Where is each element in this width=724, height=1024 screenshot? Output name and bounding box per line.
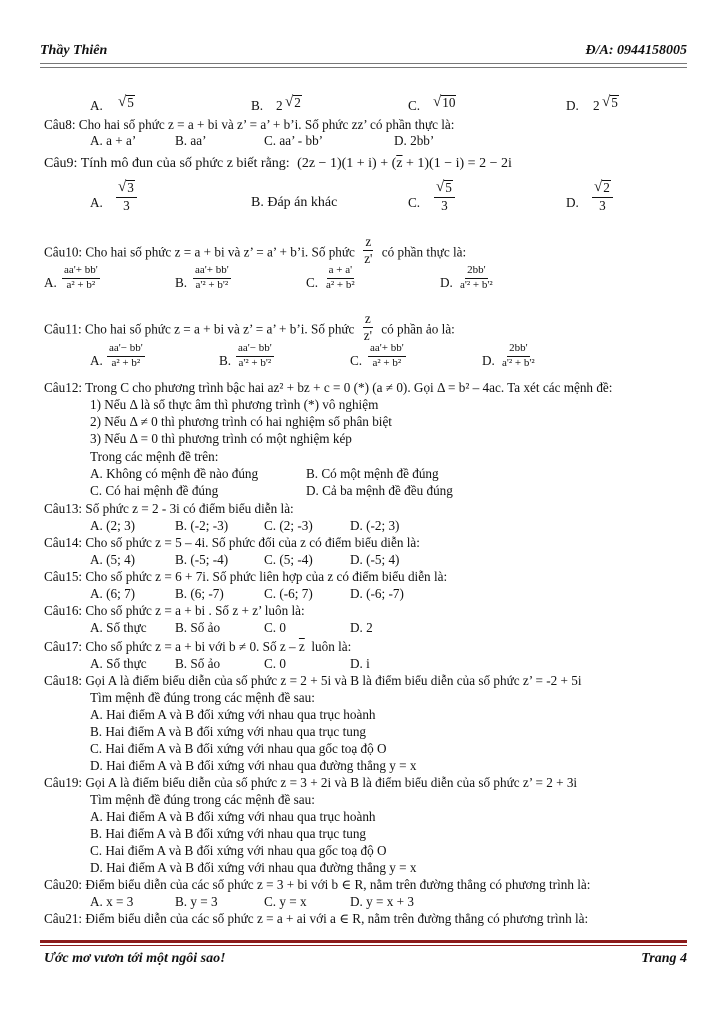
q20-option-d: D. y = x + 3 bbox=[350, 894, 414, 909]
q12-option-d: D. Cả ba mệnh đề đều đúng bbox=[306, 483, 453, 498]
option-b: B. bbox=[251, 98, 264, 113]
question-16: Câu16: Cho số phức z = a + bi . Số z + z’ luôn là: bbox=[44, 603, 305, 618]
q15-option-b: B. (6; -7) bbox=[175, 586, 224, 601]
q14-option-a: A. (5; 4) bbox=[90, 552, 136, 567]
q10-option-b: B. bbox=[175, 275, 188, 290]
q15-option-d: D. (-6; -7) bbox=[350, 586, 404, 601]
question-18: Câu18: Gọi A là điểm biểu diễn của số phức z = 2 + 5i và B là điểm biểu diễn của số phức z’ = -2 + 5i bbox=[44, 673, 582, 688]
q17-option-b: B. Số ảo bbox=[175, 656, 221, 671]
q16-option-c: C. 0 bbox=[264, 620, 286, 635]
question-13: Câu13: Số phức z = 2 - 3i có điểm biểu diễn là: bbox=[44, 501, 294, 516]
q9-option-c: C. bbox=[408, 195, 421, 210]
q12-statement-1: 1) Nếu Δ là số thực âm thì phương trình (*) vô nghiệm bbox=[90, 397, 379, 412]
q19-lead: Tìm mệnh đề đúng trong các mệnh đề sau: bbox=[90, 792, 315, 807]
q11-option-a: A. bbox=[90, 353, 103, 368]
q8-option-a: A. a + a’ bbox=[90, 133, 137, 148]
q10-frac-a: $\frac{aa'+ bb'}{\text{a² + b²}}$ bbox=[64, 264, 98, 291]
question-15: Câu15: Cho số phức z = 6 + 7i. Số phức liên hợp của z có điểm biểu diễn là: bbox=[44, 569, 448, 584]
q12-option-a: A. Không có mệnh đề nào đúng bbox=[90, 466, 259, 481]
q19-option-d: D. Hai điểm A và B đối xứng với nhau qua đường thẳng y = x bbox=[90, 860, 417, 875]
question-21: Câu21: Điểm biểu diễn của các số phức z = a + ai với a ∈ R, nằm trên đường thẳng có phương trình là: bbox=[44, 911, 589, 926]
header-contact: Đ/A: 0944158005 bbox=[585, 43, 687, 58]
q14-option-c: C. (5; -4) bbox=[264, 552, 313, 567]
q14-option-b: B. (-5; -4) bbox=[175, 552, 229, 567]
q11-option-d: D. bbox=[482, 353, 495, 368]
q9-equation: $(2z - 1)(1 + i) + (\overline{z} + 1)(1 - i) = 2 - 2i$ bbox=[297, 156, 512, 171]
q10-frac-b: $\frac{aa'+ bb'}{\text{a'² + b'²}}$ bbox=[195, 264, 229, 291]
q20-option-b: B. y = 3 bbox=[175, 894, 218, 909]
q11-option-c: C. bbox=[350, 353, 363, 368]
footer-rule-2 bbox=[40, 945, 687, 946]
footer-rule bbox=[40, 940, 687, 943]
q13-option-d: D. (-2; 3) bbox=[350, 518, 400, 533]
q13-option-b: B. (-2; -3) bbox=[175, 518, 229, 533]
q11-frac-a: $\frac{aa'- bb'}{\text{a² + b²}}$ bbox=[109, 342, 143, 369]
page-number: Trang 4 bbox=[641, 951, 687, 966]
option-a: A. bbox=[90, 98, 103, 113]
option-d: D. bbox=[566, 98, 579, 113]
question-9: Câu9: Tính mô đun của số phức z biết rằng: $(2z - 1)(1 + i) + (\overline{z} + 1)(1 - i) = 2 - 2i$ bbox=[44, 156, 512, 171]
header-author: Thầy Thiên bbox=[40, 43, 108, 58]
q11-frac-d: $\frac{2bb'}{\text{a'² + b'²}}$ bbox=[502, 342, 535, 369]
q16-option-a: A. Số thực bbox=[90, 620, 147, 635]
q17-option-d: D. i bbox=[350, 656, 370, 671]
question-8: Câu8: Cho hai số phức z = a + bi và z’ = a’ + b’i. Số phức zz’ có phần thực là: bbox=[44, 117, 455, 132]
q11-frac-c: $\frac{aa'+ bb'}{\text{a² + b²}}$ bbox=[370, 342, 404, 369]
q20-option-a: A. x = 3 bbox=[90, 894, 134, 909]
question-12: Câu12: Trong C cho phương trình bậc hai az² + bz + c = 0 (*) (a ≠ 0). Gọi Δ = b² – 4ac. Ta xét các mệnh đề: bbox=[44, 380, 613, 395]
sqrt-2: √ 2 bbox=[285, 94, 301, 110]
q16-option-b: B. Số ảo bbox=[175, 620, 221, 635]
q19-option-c: C. Hai điểm A và B đối xứng với nhau qua gốc toạ độ O bbox=[90, 843, 387, 858]
question-19: Câu19: Gọi A là điểm biểu diễn của số phức z = 3 + 2i và B là điểm biểu diễn của số phức z’ = 2 + 3i bbox=[44, 775, 578, 790]
q9-option-a: A. bbox=[90, 195, 103, 210]
option-d-coef: 2 bbox=[593, 98, 600, 113]
q10-option-d: D. bbox=[440, 275, 453, 290]
q11-option-b: B. bbox=[219, 353, 232, 368]
q13-option-c: C. (2; -3) bbox=[264, 518, 313, 533]
q10-option-c: C. bbox=[306, 275, 319, 290]
q8-option-b: B. aa’ bbox=[175, 133, 207, 148]
q9-frac-a: √ 3 3 bbox=[116, 180, 137, 212]
q18-option-d: D. Hai điểm A và B đối xứng với nhau qua đường thẳng y = x bbox=[90, 758, 417, 773]
sqrt-5b: √ 5 bbox=[602, 94, 618, 110]
q18-option-c: C. Hai điểm A và B đối xứng với nhau qua gốc toạ độ O bbox=[90, 741, 387, 756]
q18-lead: Tìm mệnh đề đúng trong các mệnh đề sau: bbox=[90, 690, 315, 705]
q10-frac-d: $\frac{2bb'}{\text{a'² + b'²}}$ bbox=[460, 264, 493, 291]
q9-frac-d: √ 2 3 bbox=[592, 180, 613, 212]
q12-statement-3: 3) Nếu Δ = 0 thì phương trình có một nghiệm kép bbox=[90, 431, 352, 446]
q9-option-d: D. bbox=[566, 195, 579, 210]
q12-option-b: B. Có một mệnh đề đúng bbox=[306, 466, 439, 481]
q15-option-c: C. (-6; 7) bbox=[264, 586, 313, 601]
q11-frac-b: $\frac{aa'- bb'}{\text{a'² + b'²}}$ bbox=[238, 342, 272, 369]
question-11: Câu11: Cho hai số phức z = a + bi và z’ = a’ + b’i. Số phức $\frac{z}{z'}$ có phần ảo là: bbox=[44, 311, 455, 343]
option-b-coef: 2 bbox=[276, 98, 283, 113]
q8-option-d: D. 2bb’ bbox=[394, 133, 435, 148]
q9-option-b: B. Đáp án khác bbox=[251, 195, 338, 210]
option-c: C. bbox=[408, 98, 421, 113]
q19-option-b: B. Hai điểm A và B đối xứng với nhau qua trục tung bbox=[90, 826, 367, 841]
sqrt-5: √ 5 bbox=[118, 94, 134, 110]
q9-frac-c: √ 5 3 bbox=[434, 180, 455, 212]
q10-frac-c: $\frac{a + a'}{\text{a² + b²}}$ bbox=[326, 264, 355, 291]
sqrt-10: √ 10 bbox=[433, 94, 456, 110]
q14-option-d: D. (-5; 4) bbox=[350, 552, 400, 567]
q18-option-b: B. Hai điểm A và B đối xứng với nhau qua trục tung bbox=[90, 724, 367, 739]
q10-option-a: A. bbox=[44, 275, 57, 290]
q16-option-d: D. 2 bbox=[350, 620, 373, 635]
q17-option-a: A. Số thực bbox=[90, 656, 147, 671]
q18-option-a: A. Hai điểm A và B đối xứng với nhau qua trục hoành bbox=[90, 707, 376, 722]
q17-option-c: C. 0 bbox=[264, 656, 286, 671]
footer-motto: Ước mơ vươn tới một ngôi sao! bbox=[44, 951, 226, 966]
q20-option-c: C. y = x bbox=[264, 894, 307, 909]
q12-statement-2: 2) Nếu Δ ≠ 0 thì phương trình có hai nghiệm số phân biệt bbox=[90, 414, 392, 429]
question-17: Câu17: Cho số phức z = a + bi với b ≠ 0. Số z – $\overline{z}$ luôn là: bbox=[44, 639, 352, 654]
q12-option-c: C. Có hai mệnh đề đúng bbox=[90, 483, 219, 498]
q19-option-a: A. Hai điểm A và B đối xứng với nhau qua trục hoành bbox=[90, 809, 376, 824]
header-rule-2 bbox=[40, 67, 687, 68]
question-10: Câu10: Cho hai số phức z = a + bi và z’ = a’ + b’i. Số phức $\frac{z}{z'}$ có phần thực là: bbox=[44, 234, 467, 266]
question-20: Câu20: Điểm biểu diễn của các số phức z = 3 + bi với b ∈ R, nằm trên đường thẳng có phương trình là: bbox=[44, 877, 591, 892]
question-14: Câu14: Cho số phức z = 5 – 4i. Số phức đối của z có điểm biểu diễn là: bbox=[44, 535, 420, 550]
q8-option-c: C. aa’ - bb’ bbox=[264, 133, 324, 148]
q13-option-a: A. (2; 3) bbox=[90, 518, 136, 533]
q12-lead: Trong các mệnh đề trên: bbox=[90, 449, 219, 464]
q15-option-a: A. (6; 7) bbox=[90, 586, 136, 601]
header-rule bbox=[40, 63, 687, 64]
